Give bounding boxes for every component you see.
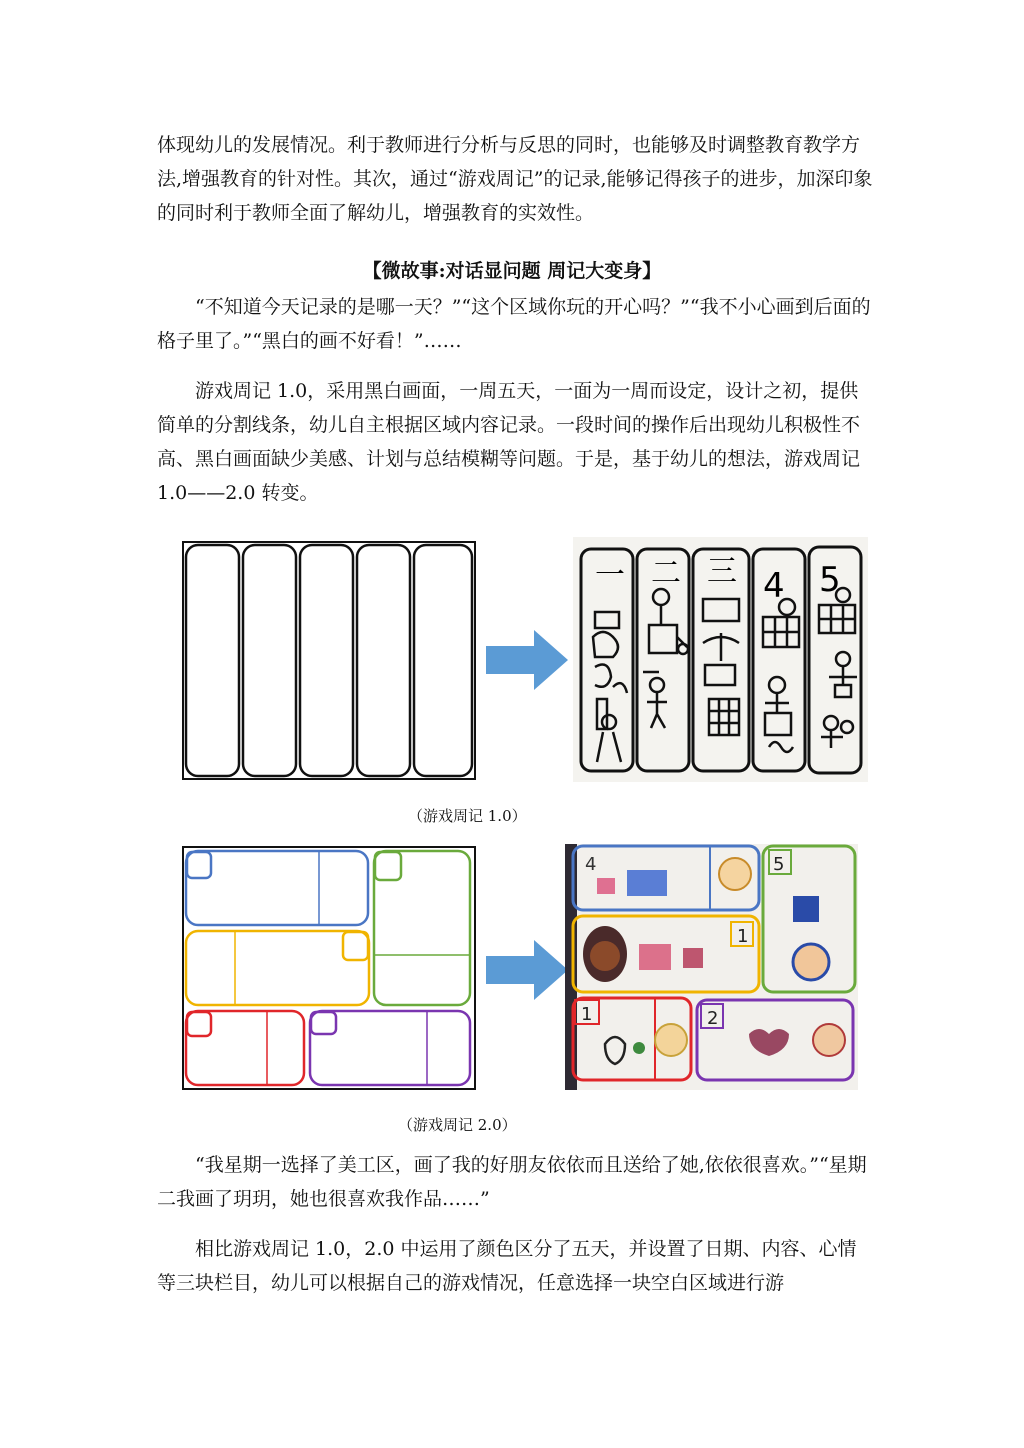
day-label: 1: [581, 1004, 593, 1025]
arrow-right-icon: [486, 630, 568, 690]
arrow-right-icon: [486, 940, 568, 1000]
day-label: 1: [737, 926, 749, 947]
journal-2-child-drawing: [565, 844, 858, 1090]
weekly-journal-1-paragraph: 游戏周记 1.0，采用黑白画面，一周五天，一面为一周而设定，设计之初，提供简单的分割线条，幼儿自主根据区域内容记录。一段时间的操作后出现幼儿积极性不高、黑白画面缺少美感、计划与总结模糊等问题。于是，基于幼儿的想法，游戏周记 1.0——2.0 转变。: [157, 380, 861, 504]
day-label: 一: [595, 558, 625, 593]
day-label: 三: [707, 554, 737, 589]
day-label: 5: [819, 560, 841, 600]
intro-paragraph: 体现幼儿的发展情况。利于教师进行分析与反思的同时，也能够及时调整教育教学方法,增强教育的针对性。其次，通过“游戏周记”的记录,能够记得孩子的进步，加深印象的同时利于教师全面了解幼儿，增强教育的实效性。: [157, 134, 873, 224]
dialogue-paragraph-1: “不知道今天记录的是哪一天？”“这个区域你玩的开心吗？”“我不小心画到后面的格子里了。”“黑白的画不好看！”……: [157, 296, 871, 352]
day-label: 5: [773, 854, 785, 875]
section-heading: 【微故事:对话显问题 周记大变身】: [362, 260, 662, 282]
day-label: 2: [707, 1008, 719, 1029]
weekly-journal-2-paragraph: 相比游戏周记 1.0，2.0 中运用了颜色区分了五天，并设置了日期、内容、心情等三块栏目，幼儿可以根据自己的游戏情况，任意选择一块空白区域进行游: [157, 1238, 857, 1294]
journal-1-child-drawing: [573, 537, 868, 782]
figure-caption-1: （游戏周记 1.0）: [408, 807, 527, 825]
journal-1-template: [181, 540, 477, 781]
day-label: 4: [585, 854, 597, 875]
journal-2-template: [181, 845, 477, 1091]
figure-caption-2: （游戏周记 2.0）: [398, 1116, 517, 1134]
dialogue-paragraph-2: “我星期一选择了美工区，画了我的好朋友依依而且送给了她,依依很喜欢。”“星期二我画了玥玥，她也很喜欢我作品……”: [157, 1154, 867, 1210]
day-label: 二: [651, 556, 681, 591]
day-label: 4: [763, 566, 785, 606]
